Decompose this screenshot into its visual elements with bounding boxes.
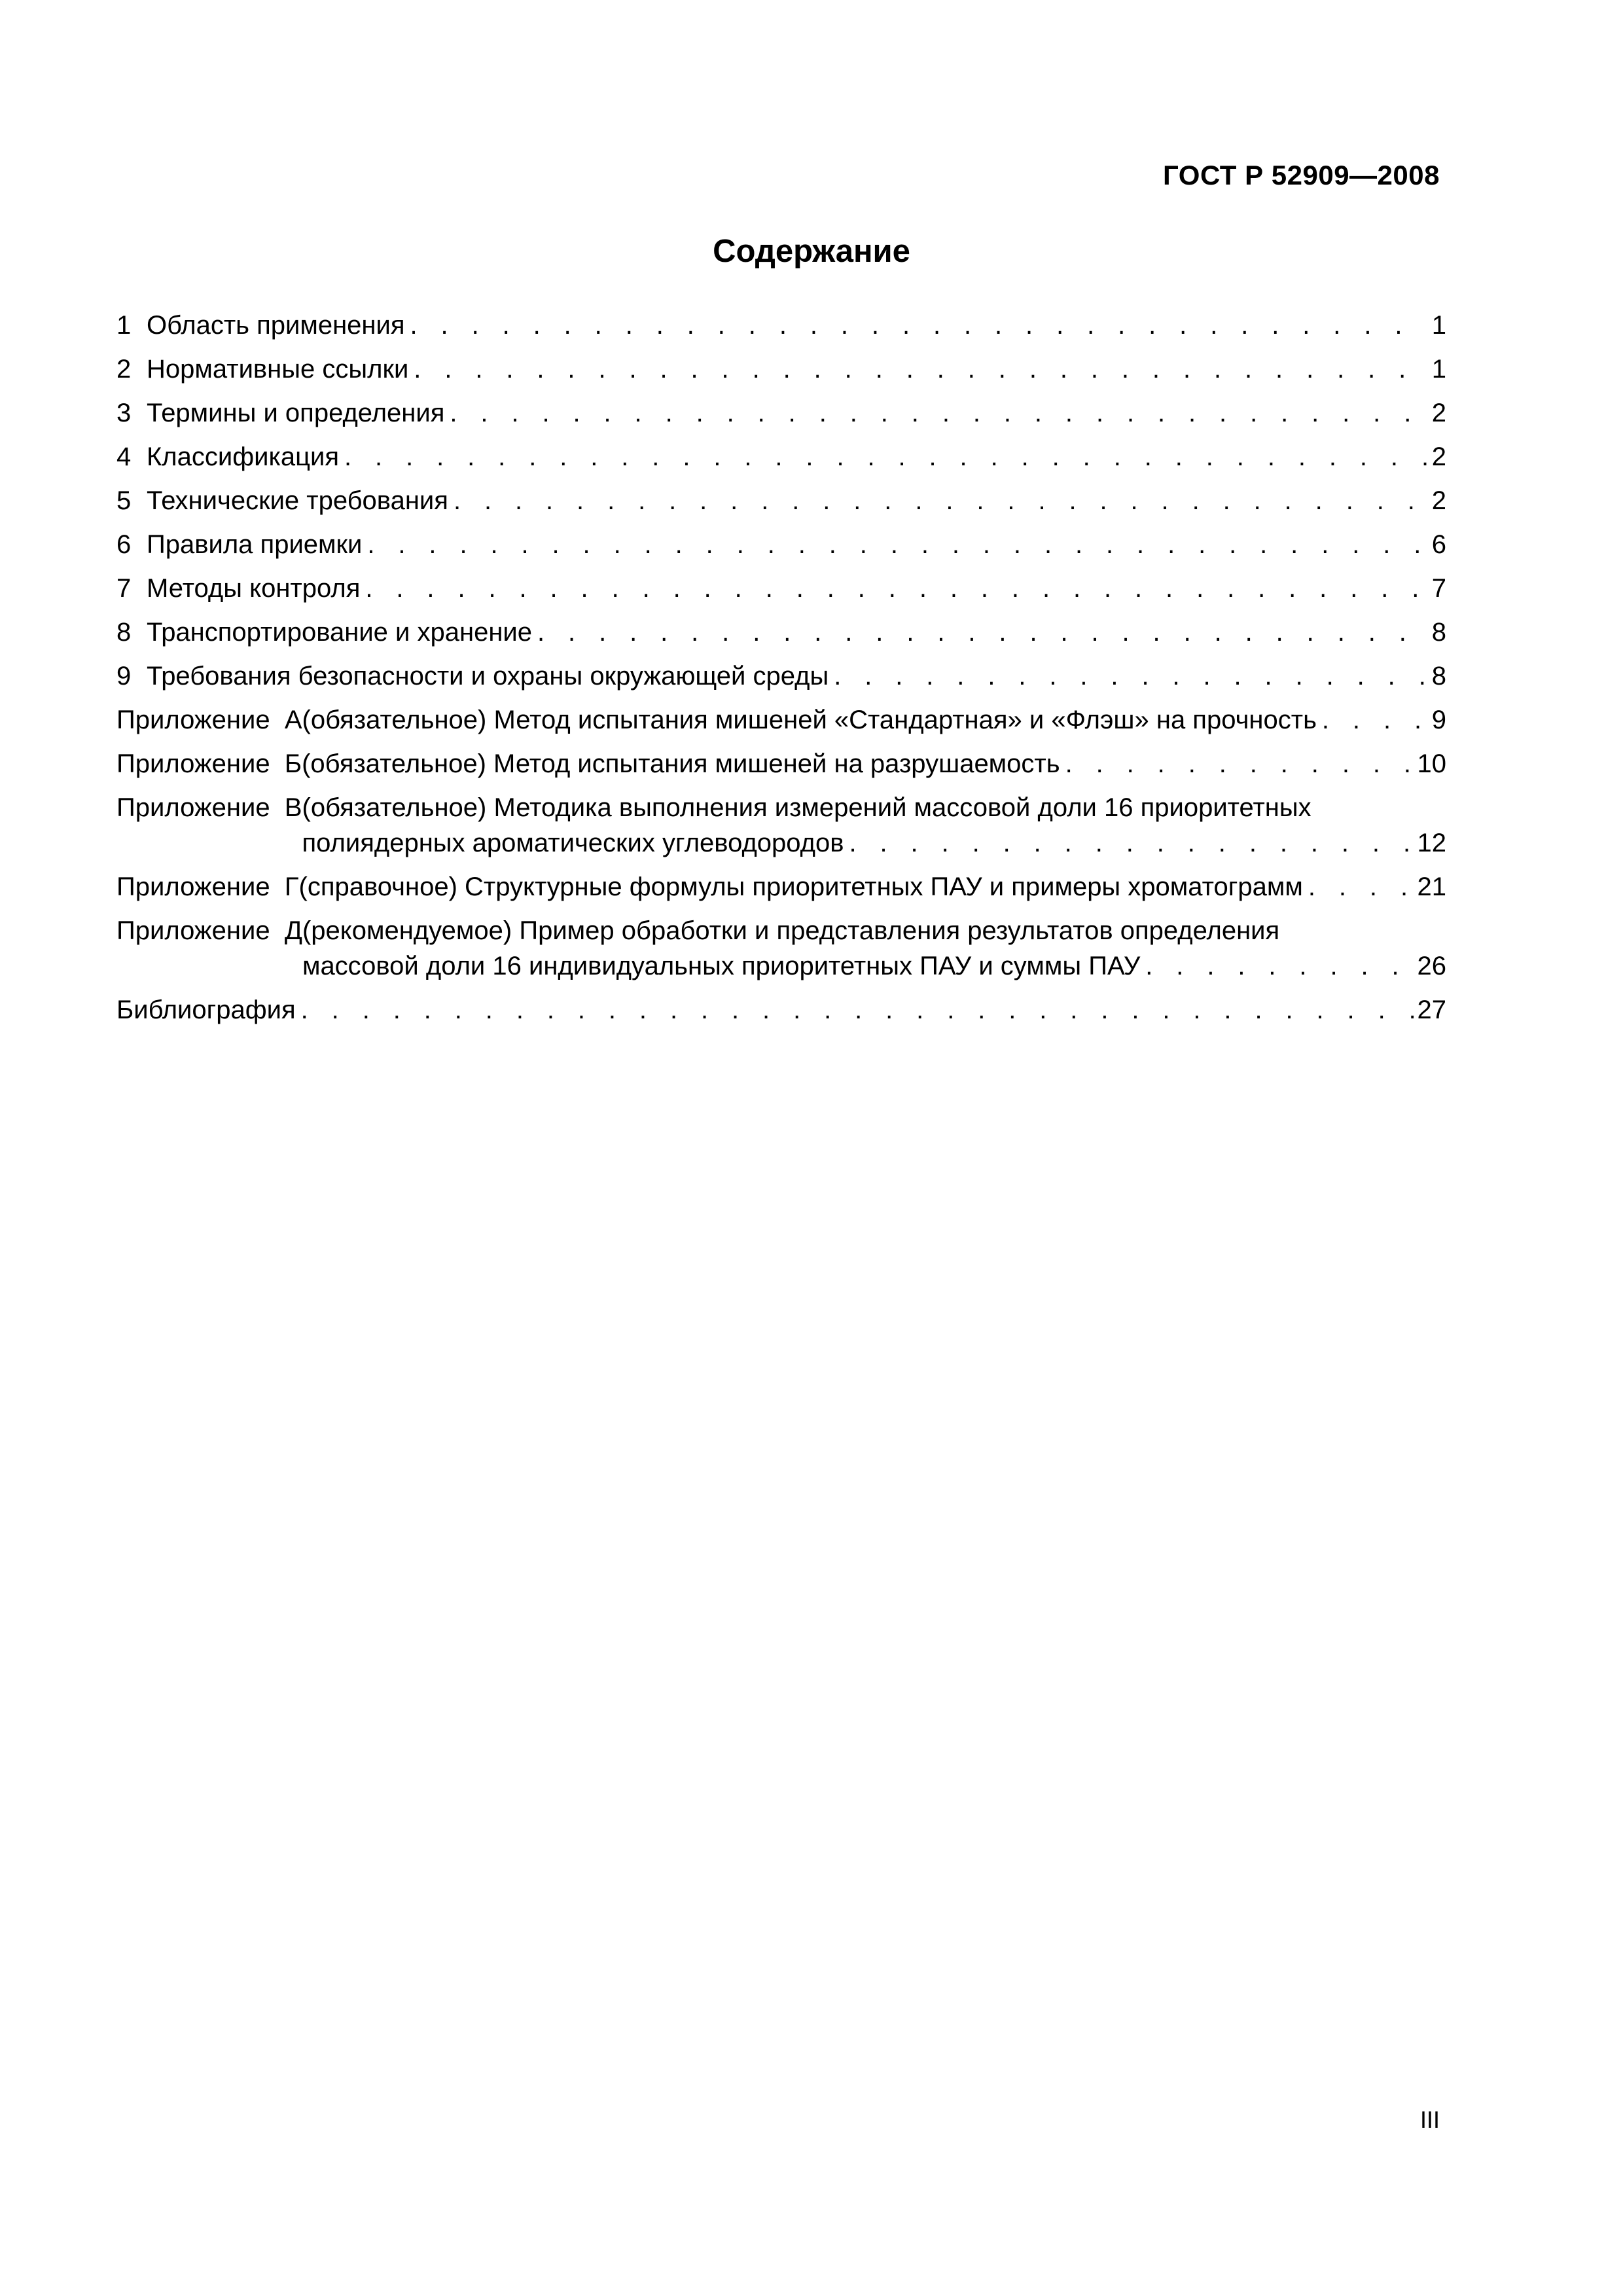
toc-entry-appendix-g[interactable] xyxy=(116,869,1446,905)
appendix-title: (обязательное) Метод испытания мишеней на разрушаемость xyxy=(302,749,1060,778)
toc-entry-section-5[interactable] xyxy=(116,483,1446,518)
toc-entry-section-1[interactable] xyxy=(116,308,1446,343)
toc-title: Содержание xyxy=(713,234,910,269)
dot-leader xyxy=(339,439,1428,475)
toc-entry-page: 21 xyxy=(1417,872,1446,901)
toc-entry-number: 9 xyxy=(116,662,132,691)
toc-entry-page: 7 xyxy=(1431,574,1446,603)
toc-entry-page: 9 xyxy=(1431,706,1446,734)
toc-entry-page: 8 xyxy=(1431,618,1446,647)
appendix-label: Приложение В xyxy=(116,793,302,822)
toc-entry-number: 5 xyxy=(116,486,132,515)
dot-leader xyxy=(444,395,1427,431)
toc-entry-bibliography[interactable] xyxy=(116,992,1446,1028)
toc-entry-number: 7 xyxy=(116,574,132,603)
appendix-label: Приложение А xyxy=(116,706,302,734)
toc-entry-appendix-d[interactable] xyxy=(116,913,1446,984)
toc-entry-number: 6 xyxy=(116,530,132,559)
dot-leader xyxy=(448,483,1428,518)
toc-entry-page: 2 xyxy=(1431,486,1446,515)
toc-entry-page: 1 xyxy=(1431,311,1446,340)
toc-entry-title: Технические требования xyxy=(147,486,448,515)
toc-entry-page: 6 xyxy=(1431,530,1446,559)
dot-leader xyxy=(360,571,1427,606)
appendix-title: (обязательное) Методика выполнения измерений массовой доли 16 приоритетных xyxy=(302,793,1311,822)
appendix-label: Приложение Г xyxy=(116,872,299,901)
table-of-contents xyxy=(116,308,1446,1028)
page-number: III xyxy=(1419,2106,1440,2133)
toc-entry-number: 2 xyxy=(116,355,132,384)
appendix-title-continuation: полиядерных ароматических углеводородов xyxy=(302,829,844,857)
dot-leader xyxy=(362,527,1427,562)
dot-leader xyxy=(408,351,1427,387)
toc-entry-section-8[interactable] xyxy=(116,615,1446,650)
toc-entry-title: Нормативные ссылки xyxy=(147,355,409,384)
toc-entry-section-7[interactable] xyxy=(116,571,1446,606)
dot-leader xyxy=(1060,746,1414,781)
toc-entry-title: Требования безопасности и охраны окружающей среды xyxy=(147,662,829,691)
toc-entry-title: Область применения xyxy=(147,311,405,340)
toc-entry-page: 2 xyxy=(1431,399,1446,427)
toc-entry-page: 26 xyxy=(1417,952,1446,980)
toc-entry-page: 8 xyxy=(1431,662,1446,691)
dot-leader xyxy=(532,615,1428,650)
toc-entry-number: 4 xyxy=(116,442,132,471)
appendix-label: Приложение Д xyxy=(116,916,302,945)
dot-leader xyxy=(829,658,1428,694)
toc-entry-title: Классификация xyxy=(147,442,340,471)
toc-entry-appendix-a[interactable] xyxy=(116,702,1446,738)
toc-entry-section-3[interactable] xyxy=(116,395,1446,431)
toc-entry-number: 3 xyxy=(116,399,132,427)
dot-leader xyxy=(844,825,1413,861)
dot-leader xyxy=(1140,948,1413,984)
appendix-title-continuation: массовой доли 16 индивидуальных приоритетных ПАУ и суммы ПАУ xyxy=(302,952,1141,980)
toc-entry-page: 27 xyxy=(1417,996,1446,1024)
toc-entry-appendix-v[interactable] xyxy=(116,790,1446,861)
document-code: ГОСТ Р 52909—2008 xyxy=(1163,160,1440,190)
toc-entry-appendix-b[interactable] xyxy=(116,746,1446,781)
toc-entry-section-6[interactable] xyxy=(116,527,1446,562)
toc-entry-number: 1 xyxy=(116,311,132,340)
toc-entry-title: Термины и определения xyxy=(147,399,445,427)
toc-entry-page: 12 xyxy=(1417,829,1446,857)
toc-entry-title: Методы контроля xyxy=(147,574,361,603)
dot-leader xyxy=(405,308,1428,343)
appendix-title: (справочное) Структурные формулы приоритетных ПАУ и примеры хроматограмм xyxy=(298,872,1303,901)
appendix-title: (рекомендуемое) Пример обработки и представления результатов определения xyxy=(302,916,1280,945)
toc-entry-title: Правила приемки xyxy=(147,530,363,559)
toc-entry-section-9[interactable] xyxy=(116,658,1446,694)
toc-entry-number: 8 xyxy=(116,618,132,647)
bibliography-title: Библиография xyxy=(116,996,296,1024)
dot-leader xyxy=(1317,702,1428,738)
dot-leader xyxy=(1303,869,1414,905)
toc-entry-section-4[interactable] xyxy=(116,439,1446,475)
toc-entry-page: 1 xyxy=(1431,355,1446,384)
appendix-title: (обязательное) Метод испытания мишеней «Стандартная» и «Флэш» на прочность xyxy=(302,706,1317,734)
toc-entry-page: 10 xyxy=(1417,749,1446,778)
toc-entry-section-2[interactable] xyxy=(116,351,1446,387)
toc-entry-title: Транспортирование и хранение xyxy=(147,618,533,647)
appendix-label: Приложение Б xyxy=(116,749,302,778)
dot-leader xyxy=(296,992,1414,1028)
toc-entry-page: 2 xyxy=(1431,442,1446,471)
